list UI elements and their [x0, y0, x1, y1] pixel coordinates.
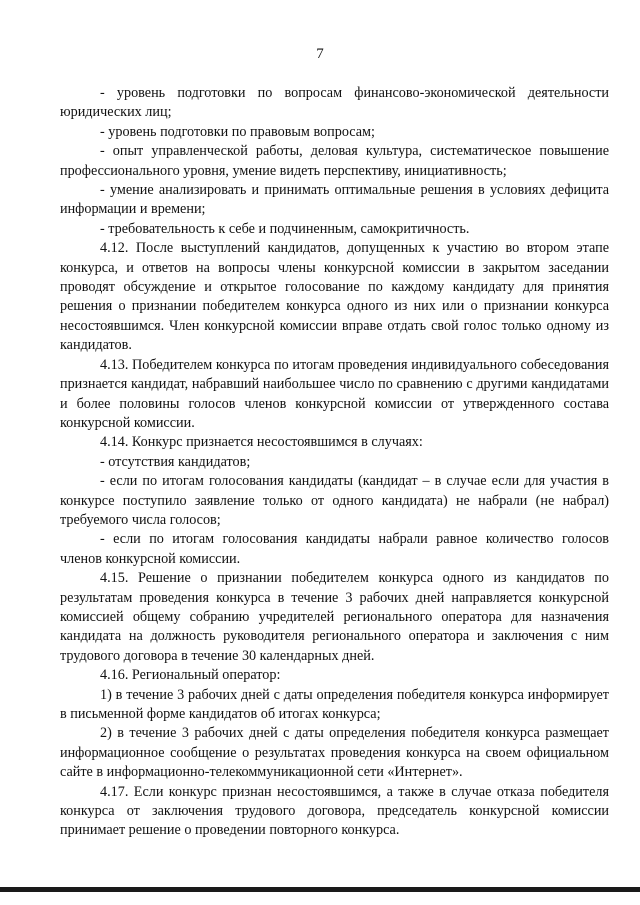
page-number: 7: [316, 46, 324, 62]
paragraph-4-17: 4.17. Если конкурс признан несостоявшимся, а также в случае отказа победителя конкурса от заключения трудового договора, председатель конкурсной комиссии принимает решение о проведении повторного конкурса.: [60, 783, 609, 839]
paragraph-4-15: 4.15. Решение о признании победителем конкурса одного из кандидатов по результатам проведения конкурса в течение 3 рабочих дней направляется конкурсной комиссией общему собранию учредителей регионального оператора для назначения кандидата на должность руководителя регионального оператора и заключения с ним трудового договора в течение 30 календарных дней.: [60, 570, 609, 664]
paragraph: 1) в течение 3 рабочих дней с даты определения победителя конкурса информирует в письменной форме кандидатов об итогах конкурса;: [60, 686, 609, 722]
paragraph-4-14: 4.14. Конкурс признается несостоявшимся в случаях:: [100, 434, 423, 451]
paragraph: - уровень подготовки по вопросам финансово-экономической деятельности юридических лиц;: [60, 85, 609, 121]
paragraph: 2) в течение 3 рабочих дней с даты определения победителя конкурса размещает информационное сообщение о результатах проведения конкурса на своем официальном сайте в информационно-телекоммуникационной сети «Интернет».: [60, 725, 609, 781]
paragraph: - отсутствия кандидатов;: [100, 453, 251, 470]
paragraph: - если по итогам голосования кандидаты (кандидат – в случае если для участия в конкурсе поступило заявление только от одного кандидата) не набрали (не набрал) требуемого числа голосов;: [60, 473, 609, 528]
bottom-rule: [0, 887, 640, 892]
paragraph-4-13: 4.13. Победителем конкурса по итогам проведения индивидуального собеседования признается кандидат, набравший наибольшее число по сравнению с другими кандидатами и более половины голосов членов конкурсной комиссии от утвержденного состава конкурсной комиссии.: [60, 356, 609, 431]
paragraph: - опыт управленческой работы, деловая культура, систематическое повышение профессионального уровня, умение видеть перспективу, инициативность;: [60, 143, 609, 179]
paragraph: - умение анализировать и принимать оптимальные решения в условиях дефицита информации и времени;: [60, 182, 609, 218]
paragraph-4-12: 4.12. После выступлений кандидатов, допущенных к участию во втором этапе конкурса, и ответов на вопросы члены конкурсной комиссии в закрытом заседании проводят обсуждение и открытое голосование по каждому кандидату для принятия решения о признании победителем конкурса одного из них или о признании конкурса несостоявшимся. Член конкурсной комиссии вправе отдать свой голос только одному из кандидатов.: [60, 240, 609, 354]
paragraph-4-16: 4.16. Региональный оператор:: [100, 667, 281, 684]
paragraph: - требовательность к себе и подчиненным, самокритичность.: [100, 220, 470, 237]
document-body: [60, 84, 609, 841]
paragraph: - если по итогам голосования кандидаты набрали равное количество голосов членов конкурсной комиссии.: [60, 531, 609, 567]
paragraph: - уровень подготовки по правовым вопросам;: [100, 123, 375, 140]
